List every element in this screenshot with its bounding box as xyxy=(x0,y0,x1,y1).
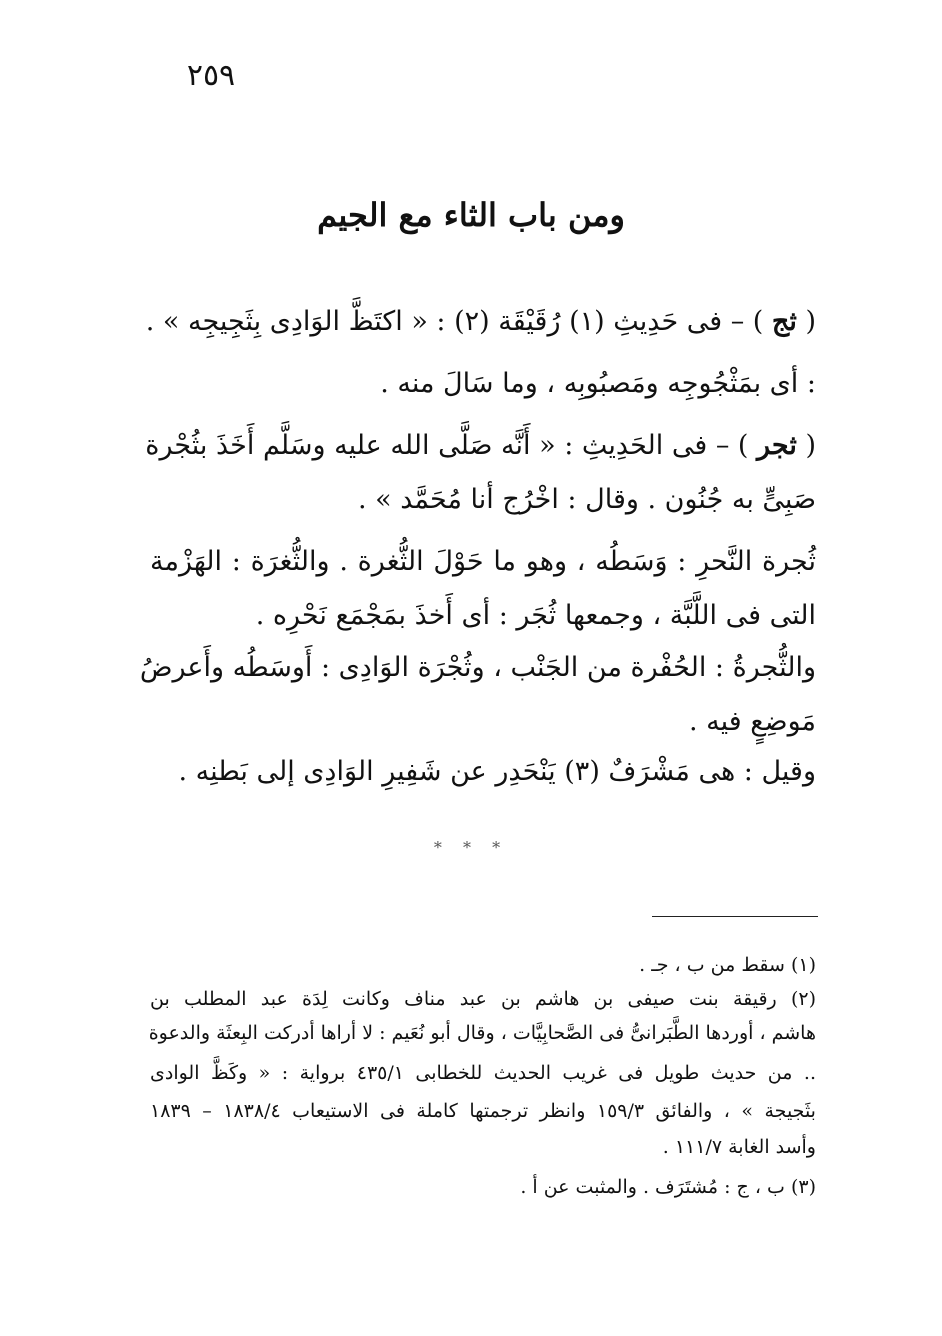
section-separator: * * * xyxy=(433,838,509,857)
footnote-2-line-5: وأسد الغابة ١١١/٧ . xyxy=(662,1136,816,1158)
entry-thajr-line-5: والثُّجرةُ : الحُفْرة من الجَنْب ، وثُجْرَة الوَادِى : أَوسَطُه وأَعرضُ xyxy=(139,652,816,683)
entry-thaj-line-1: ( ثج ) – فى حَدِيثِ (١) رُقَيْقَة (٢) : « اكتَظَّ الوَادِى بِثَجِيجِه » . xyxy=(145,306,816,337)
footnote-3: (٣) ب ، ج : مُشتَرَف . والمثبت عن أ . xyxy=(520,1176,816,1198)
footnote-2-line-3: .. من حديث طويل فى غريب الحديث للخطابى ٤٣٥/١ برواية : « وكَظَّ الوادى xyxy=(150,1062,816,1084)
footnote-1: (١) سقط من ب ، جـ . xyxy=(639,954,816,976)
entry-thajr-line-1: ( ثجر ) – فى الحَدِيثِ : « أَنَّه صَلَّى الله عليه وسَلَّم أَخَذَ بثُجْرة xyxy=(145,430,816,461)
entry-headword: ثج xyxy=(771,306,797,337)
entry-headword: ثجر xyxy=(757,430,797,461)
entry-thajr-line-6: مَوضِعٍ فيه . xyxy=(689,706,816,737)
entry-thajr-line-7: وقيل : هى مَشْرَفٌ (٣) يَنْحَدِر عن شَفِيرِ الوَادِى إلى بَطنِه . xyxy=(178,756,816,787)
entry-thajr-line-4: التى فى اللَّبَّة ، وجمعها ثُجَر : أى أَخذَ بمَجْمَع نَحْرِه . xyxy=(255,600,816,631)
footnote-2-line-4: بثَجيجة » ، والفائق ١٥٩/٣ وانظر ترجمتها كاملة فى الاستيعاب ١٨٣٨/٤ – ١٨٣٩ xyxy=(150,1100,816,1122)
entry-thajr-line-3: ثُجرة النَّحرِ : وَسَطُه ، وهو ما حَوْلَ الثُّغرة . والثُّغرَة : الهَزْمة xyxy=(150,546,816,577)
entry-thaj-line-2: : أى بمَثْجُوجِه ومَصبُوبِه ، وما سَالَ منه . xyxy=(380,368,816,399)
footnote-2-line-1: (٢) رقيقة بنت صيفى بن هاشم بن عبد مناف وكانت لِدَة عبد المطلب بن xyxy=(150,988,816,1010)
entry-thajr-line-2: صَبِىٍّ به جُنُون . وقال : اخْرُج أنا مُحَمَّد » . xyxy=(357,484,816,515)
footnote-2-line-2: هاشم ، أوردها الطَّبَرانىُّ فى الصَّحابِيَّات ، وقال أبو نُعَيم : لا أراها أدركت البِعثَة والدعوة xyxy=(148,1022,816,1044)
chapter-title: ومن باب الثاء مع الجيم xyxy=(317,196,625,234)
footnote-rule xyxy=(652,916,818,917)
page-number: ٢٥٩ xyxy=(186,58,236,93)
